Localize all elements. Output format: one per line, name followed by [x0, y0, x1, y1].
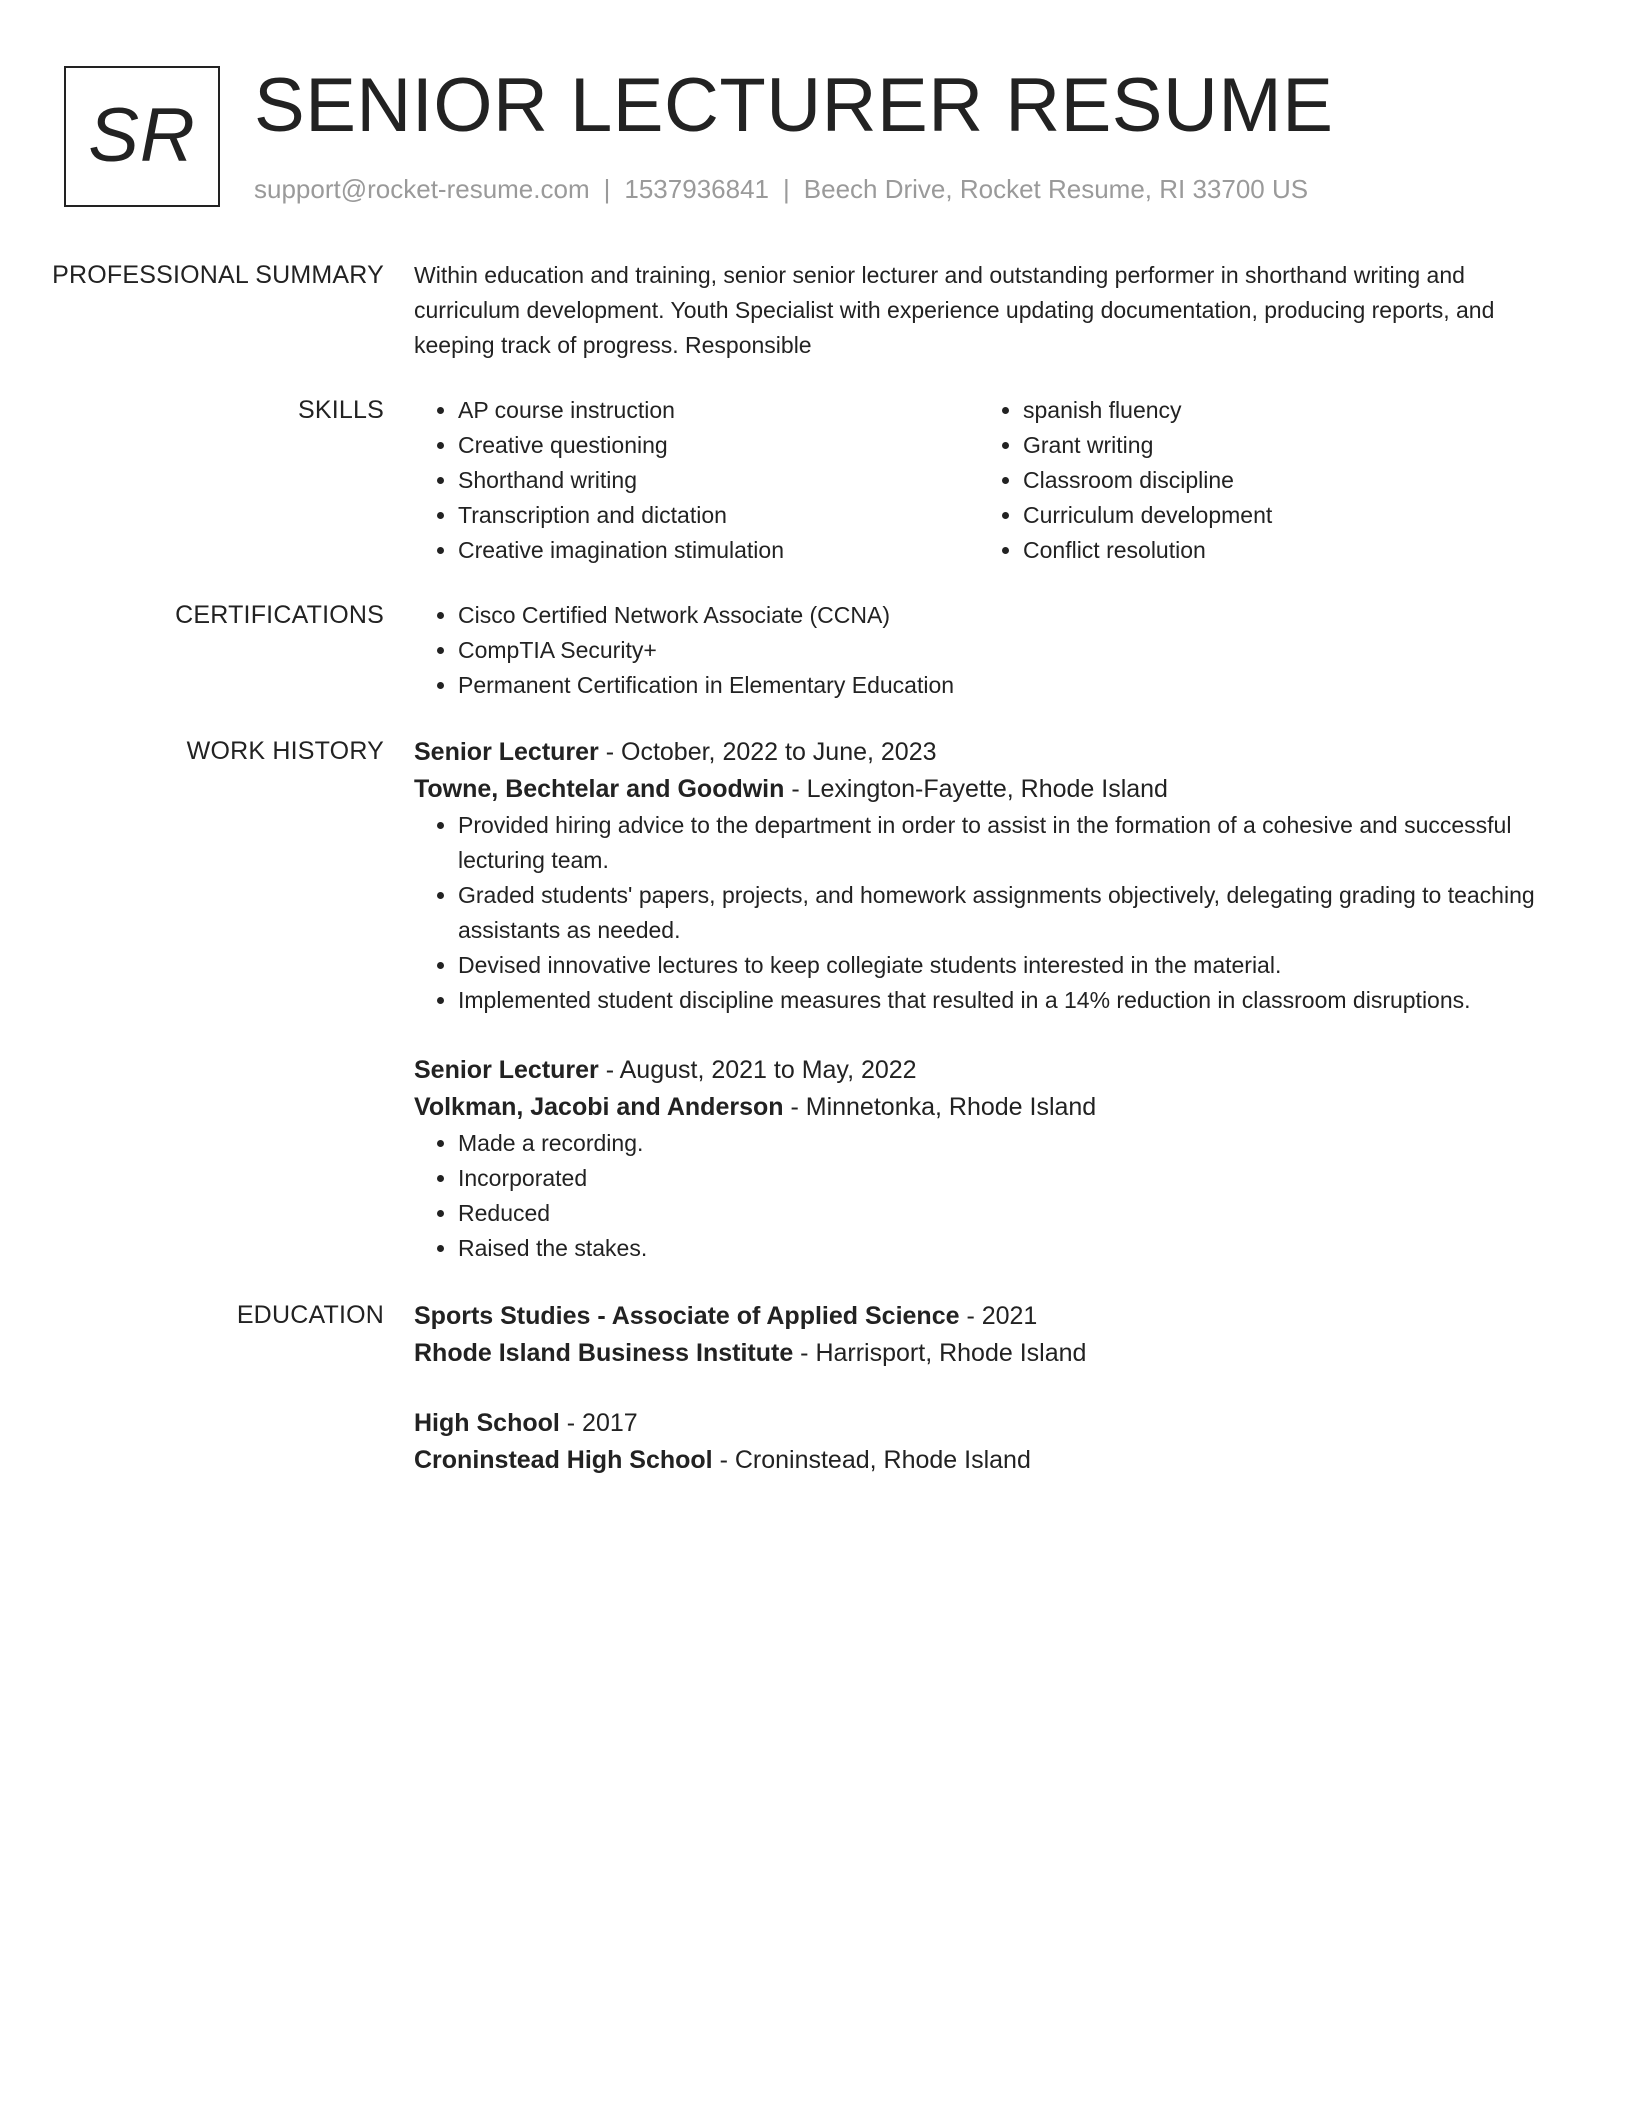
job-location: - Lexington-Fayette, Rhode Island	[784, 775, 1168, 803]
certifications-section	[0, 598, 1632, 703]
job-title: Senior Lecturer	[414, 738, 599, 766]
job-company-line	[414, 1089, 1544, 1126]
work-history-section	[0, 734, 1632, 1266]
list-item: • Cisco Certified Network Associate (CCNA)	[458, 598, 1544, 633]
job-location: - Minnetonka, Rhode Island	[783, 1093, 1097, 1121]
education-degree-line	[414, 1298, 1544, 1335]
summary-heading: PROFESSIONAL SUMMARY	[52, 261, 384, 289]
certifications-list	[414, 598, 1544, 703]
resume-title: SENIOR LECTURER RESUME	[254, 63, 1334, 148]
list-item: • Creative questioning	[458, 428, 979, 463]
list-item: • Made a recording.	[458, 1126, 1544, 1161]
list-item: • Curriculum development	[1023, 498, 1544, 533]
list-item: • Incorporated	[458, 1161, 1544, 1196]
list-item: • Creative imagination stimulation	[458, 533, 979, 568]
list-item: • Permanent Certification in Elementary Education	[458, 668, 1544, 703]
resume-sections	[0, 258, 1632, 1479]
contact-phone: 1537936841	[624, 174, 769, 204]
work-history-body	[414, 734, 1544, 1266]
resume-header	[64, 63, 1564, 211]
summary-text: Within education and training, senior senior lecturer and outstanding performer in shorthand writing and curriculum development. Youth Specialist with experience updating documentation, producing reports, and keeping track of progress. Responsible	[414, 262, 1495, 358]
education-entry	[414, 1405, 1544, 1479]
list-item: • CompTIA Security+	[458, 633, 1544, 668]
job-entry	[414, 1052, 1544, 1266]
contact-email: support@rocket-resume.com	[254, 174, 590, 204]
contact-separator: |	[603, 174, 611, 204]
list-item: • AP course instruction	[458, 393, 979, 428]
summary-body	[414, 258, 1544, 363]
list-item: • Grant writing	[1023, 428, 1544, 463]
education-school: Rhode Island Business Institute	[414, 1339, 794, 1367]
job-company: Towne, Bechtelar and Goodwin	[414, 775, 785, 803]
education-degree-line	[414, 1405, 1544, 1442]
job-title: Senior Lecturer	[414, 1056, 599, 1084]
list-item: • Reduced	[458, 1196, 1544, 1231]
list-item: • spanish fluency	[1023, 393, 1544, 428]
education-body	[414, 1298, 1544, 1479]
education-degree: Sports Studies - Associate of Applied Science	[414, 1302, 960, 1330]
job-title-line	[414, 1052, 1544, 1089]
education-location: - Harrisport, Rhode Island	[793, 1339, 1087, 1367]
job-dates: - October, 2022 to June, 2023	[598, 738, 937, 766]
job-bullet-list	[414, 808, 1544, 1018]
education-school: Croninstead High School	[414, 1446, 713, 1474]
list-item: • Transcription and dictation	[458, 498, 979, 533]
certifications-body	[414, 598, 1544, 703]
skills-list-right	[979, 393, 1544, 568]
education-degree: High School	[414, 1409, 560, 1437]
monogram-initials: SR	[88, 93, 196, 178]
education-section	[0, 1298, 1632, 1479]
contact-line	[254, 174, 1308, 205]
job-title-line	[414, 734, 1544, 771]
list-item: • Graded students' papers, projects, and homework assignments objectively, delegating grading to teaching assistants as needed.	[458, 878, 1544, 948]
education-school-line	[414, 1335, 1544, 1372]
education-school-line	[414, 1442, 1544, 1479]
education-year: - 2017	[559, 1409, 638, 1437]
education-year: - 2021	[959, 1302, 1038, 1330]
job-bullet-list	[414, 1126, 1544, 1266]
list-item: • Devised innovative lectures to keep collegiate students interested in the material.	[458, 948, 1544, 983]
list-item: • Conflict resolution	[1023, 533, 1544, 568]
certifications-heading: CERTIFICATIONS	[175, 601, 384, 629]
list-item: • Implemented student discipline measures that resulted in a 14% reduction in classroom disruptions.	[458, 983, 1544, 1018]
education-entry	[414, 1298, 1544, 1372]
education-location: - Croninstead, Rhode Island	[712, 1446, 1031, 1474]
job-dates: - August, 2021 to May, 2022	[598, 1056, 917, 1084]
job-entry	[414, 734, 1544, 1018]
list-item: • Provided hiring advice to the department in order to assist in the formation of a cohesive and successful lecturing team.	[458, 808, 1544, 878]
work-history-heading: WORK HISTORY	[186, 737, 384, 765]
list-item: • Raised the stakes.	[458, 1231, 1544, 1266]
job-company: Volkman, Jacobi and Anderson	[414, 1093, 784, 1121]
skills-section	[0, 393, 1632, 568]
monogram-box	[64, 66, 220, 207]
summary-section	[0, 258, 1632, 363]
contact-address: Beech Drive, Rocket Resume, RI 33700 US	[803, 174, 1309, 204]
skills-list-left	[414, 393, 979, 568]
list-item: • Shorthand writing	[458, 463, 979, 498]
skills-body	[414, 393, 1544, 568]
education-heading: EDUCATION	[236, 1301, 384, 1329]
list-item: • Classroom discipline	[1023, 463, 1544, 498]
job-company-line	[414, 771, 1544, 808]
skills-heading: SKILLS	[298, 396, 384, 424]
contact-separator: |	[783, 174, 790, 204]
